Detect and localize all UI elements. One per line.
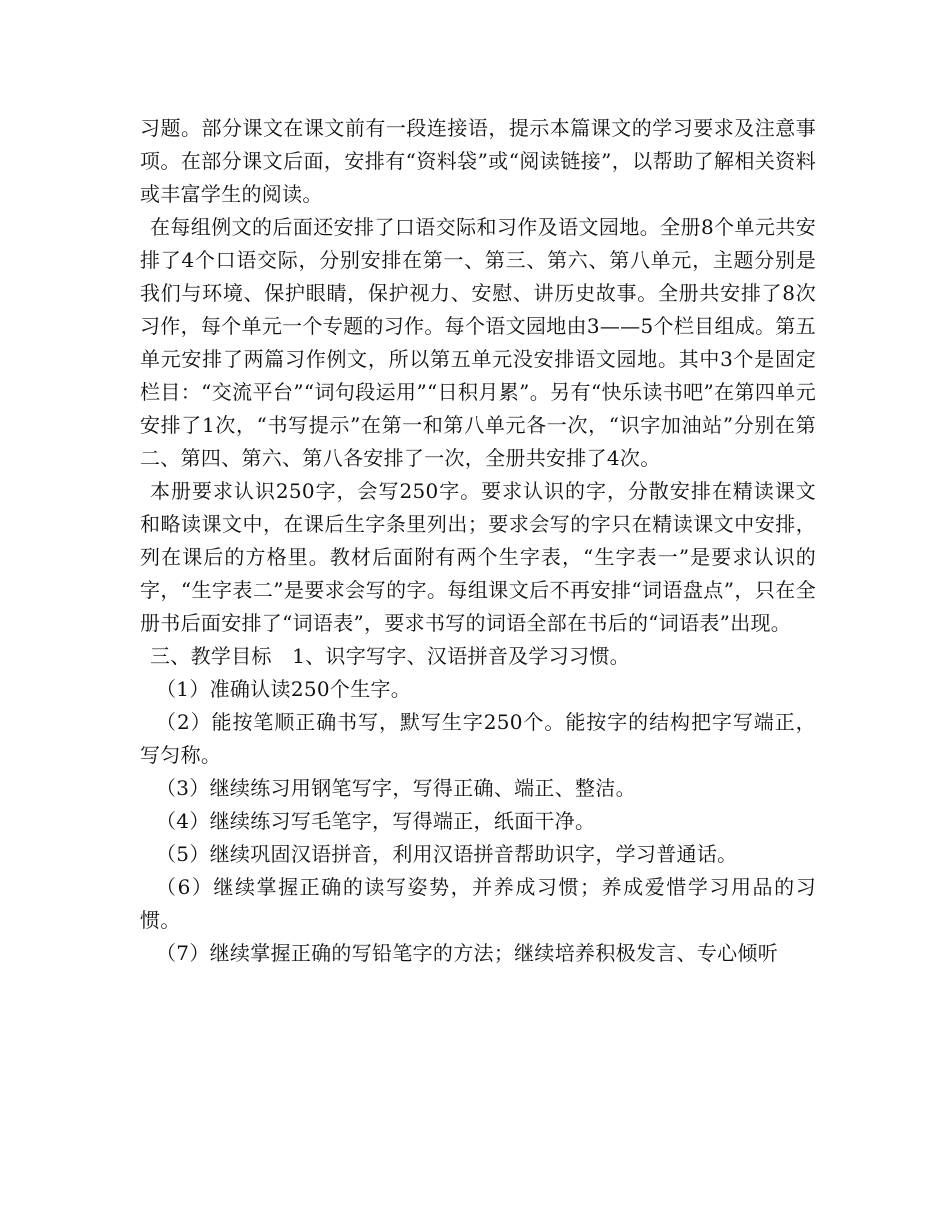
- document-body: [140, 112, 816, 970]
- paragraph-intro-continuation: 习题。部分课文在课文前有一段连接语，提示本篇课文的学习要求及注意事项。在部分课文后面，安排有“资料袋”或“阅读链接”，以帮助了解相关资料或丰富学生的阅读。: [140, 116, 816, 206]
- goal-item-1: （1）准确认读250个生字。: [156, 677, 412, 701]
- goal-item-6: （6）继续掌握正确的读写姿势，并养成习惯；养成爱惜学习用品的习惯。: [140, 875, 816, 932]
- goal-item-7: （7）继续掌握正确的写铅笔字的方法；继续培养积极发言、专心倾听: [156, 941, 779, 965]
- paragraph-oral-and-writing: 在每组例文的后面还安排了口语交际和习作及语文园地。全册8个单元共安排了4个口语交际，分别安排在第一、第三、第六、第八单元，主题分别是我们与环境、保护眼睛，保护视力、安慰、讲历史故事。全册共安排了8次习作，每个单元一个专题的习作。每个语文园地由3——5个栏目组成。第五单元安排了两篇习作例文，所以第五单元没安排语文园地。其中3个是固定栏目：“交流平台”“词句段运用”“日积月累”。另有“快乐读书吧”在第四单元安排了1次，“书写提示”在第一和第八单元各一次，“识字加油站”分别在第二、第四、第六、第八各安排了一次，全册共安排了4次。: [140, 215, 816, 470]
- goal-item-5: （5）继续巩固汉语拼音，利用汉语拼音帮助识字，学习普通话。: [156, 842, 738, 866]
- goal-item-3: （3）继续练习用钢笔写字，写得正确、端正、整洁。: [156, 776, 636, 800]
- paragraph-character-requirements: 本册要求认识250字，会写250字。要求认识的字，分散安排在精读课文和略读课文中，在课后生字条里列出；要求会写的字只在精读课文中安排，列在课后的方格里。教材后面附有两个生字表，“生字表一”是要求认识的字，“生字表二”是要求会写的字。每组课文后不再安排“词语盘点”，只在全册书后面安排了“词语表”，要求书写的词语全部在书后的“词语表”出现。: [140, 479, 816, 635]
- goal-item-2: （2）能按笔顺正确书写，默写生字250个。能按字的结构把字写端正，写匀称。: [140, 710, 816, 767]
- goal-item-4: （4）继续练习写毛笔字，写得端正，纸面干净。: [156, 809, 596, 833]
- section-heading-teaching-goals: 三、教学目标 1、识字写字、汉语拼音及学习习惯。: [150, 644, 630, 668]
